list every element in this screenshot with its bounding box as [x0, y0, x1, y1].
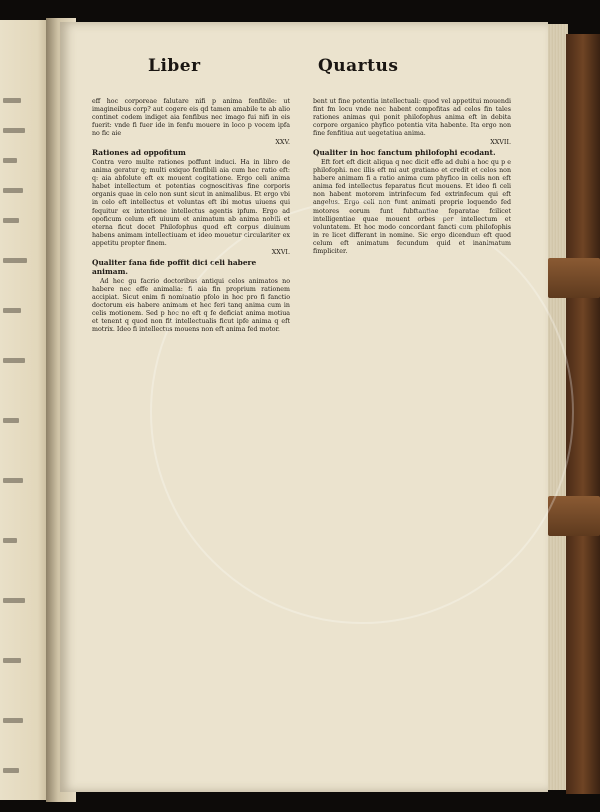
left-page-text-fragment — [3, 768, 19, 773]
left-page-text-fragment — [3, 158, 17, 163]
left-page-text-fragment — [3, 418, 19, 423]
running-head-left: Liber — [148, 56, 201, 76]
chapter-number: XXV. — [275, 138, 290, 147]
running-head-right: Quartus — [318, 56, 399, 76]
chapter-heading: Qualiter in hoc fanctum philofophi ecodant. — [313, 148, 496, 158]
left-page-text-fragment — [3, 358, 25, 363]
left-page-text-fragment — [3, 718, 23, 723]
paragraph: Ad hec gu facrio doctoribus antiqui celos animatos no habere nec effe animalia: fi aia fin proprium rationem accipiat. Sicut enim fi nominatio pfolo in hoc pro fi fanctio doctorum eis habere animam et hec feri tanq anima cum in celis motionem. Sed p hoc no eft q fe deficiat anima motiua et tenent q quod non fit intellectualis ficut ipfe anima q eft motrix. Ideo fi intellectus mouens non eft anima fed motor. — [92, 277, 290, 334]
clasp-strap-upper — [548, 258, 600, 298]
paragraph: bent ut fine potentia intellectuali: quod vel appetitui mouendi fint fm locu vnde nec habent compofitas ad celos fin tales rationes animas qui ponit philofophus anima eft in debita corpore organico phyfico potentia vita habente. Ita ergo non fine fenfitiua aut uegetatiua anima. — [313, 98, 511, 138]
paragraph: Contra vero multe rationes poffunt induci. Ha in libro de anima geratur q; multi exiquo fenfibili aia cum hec ratio eft: q: aia abfolute eft ex mouent cogitatione. Ergo celi anima habet intellectum et potentias cognoscitivas fine corporis organis quae in celo non sunt sicut in animalibus. Et ergo vbi in celo eft intellectus et voluntas eft ibi motus uiuens qui fequitur ex intentione intellectus agentis ipfum. Ergo ad opoficum celum eft uiuum et animatum ab anima nobili et eterna ficut docet Philofophus quod eft corpus diuinum habens animam intellectiuam et ideo mouetur circulariter ex appetitu propter finem. — [92, 159, 290, 247]
left-page-text-fragment — [3, 538, 17, 543]
left-page-text-fragment — [3, 128, 25, 133]
left-page-text-fragment — [3, 658, 21, 663]
left-page-text-fragment — [3, 218, 19, 223]
chapter-number: XXVII. — [490, 138, 511, 147]
chapter-heading: Rationes ad oppofitum — [92, 148, 186, 158]
left-page-text-fragment — [3, 258, 27, 263]
left-page-text-fragment — [3, 478, 23, 483]
paragraph: eff hoc corporeae falutare nifi p anima fenfibile: ut imagineibus corp? aut cogere eis qd tamen amabile te ab alio continet codem indiget aia fenfibus nec imago fui nifi in eis fuerit: vnde fi fuer ide in fenfu mouere in loco p vocem ipfa no fic aie — [92, 98, 290, 138]
left-page-text-fragment — [3, 188, 23, 193]
chapter-number: XXVI. — [271, 247, 290, 256]
left-page-text-fragment — [3, 98, 21, 103]
chapter-heading: Qualiter fana fide poffit dici celi habere animam. — [92, 257, 257, 276]
clasp-strap-lower — [548, 496, 600, 536]
watermark-seal — [150, 200, 574, 624]
left-page-text-fragment — [3, 308, 21, 313]
paragraph: Eft fort eft dicit aliqua q nec dicit effe ad dubi a hoc qu p e philofophi. nec illis eft mi aut gratiano et credit et celos non habere animam fi a ratio anima cum phyfico in celis non eft anima fed intellectus feparatus ficut mouens. Et ideo fi celi non habent motorem intrinfecum fed extrinfecum qui eft angelus. Ergo celi non funt animati proprie loquendo fed motores eorum funt fubftantiae feparatae fcilicet intelligentiae quae mouent orbes per intellectum et voluntatem. Et hoc modo concordant fancti cum philofophis in re licet differant in nomine. Sic ergo dicendum eft quod celum eft animatum fecundum quid et inanimatum fimpliciter. — [313, 159, 511, 255]
left-page-text-fragment — [3, 598, 25, 603]
